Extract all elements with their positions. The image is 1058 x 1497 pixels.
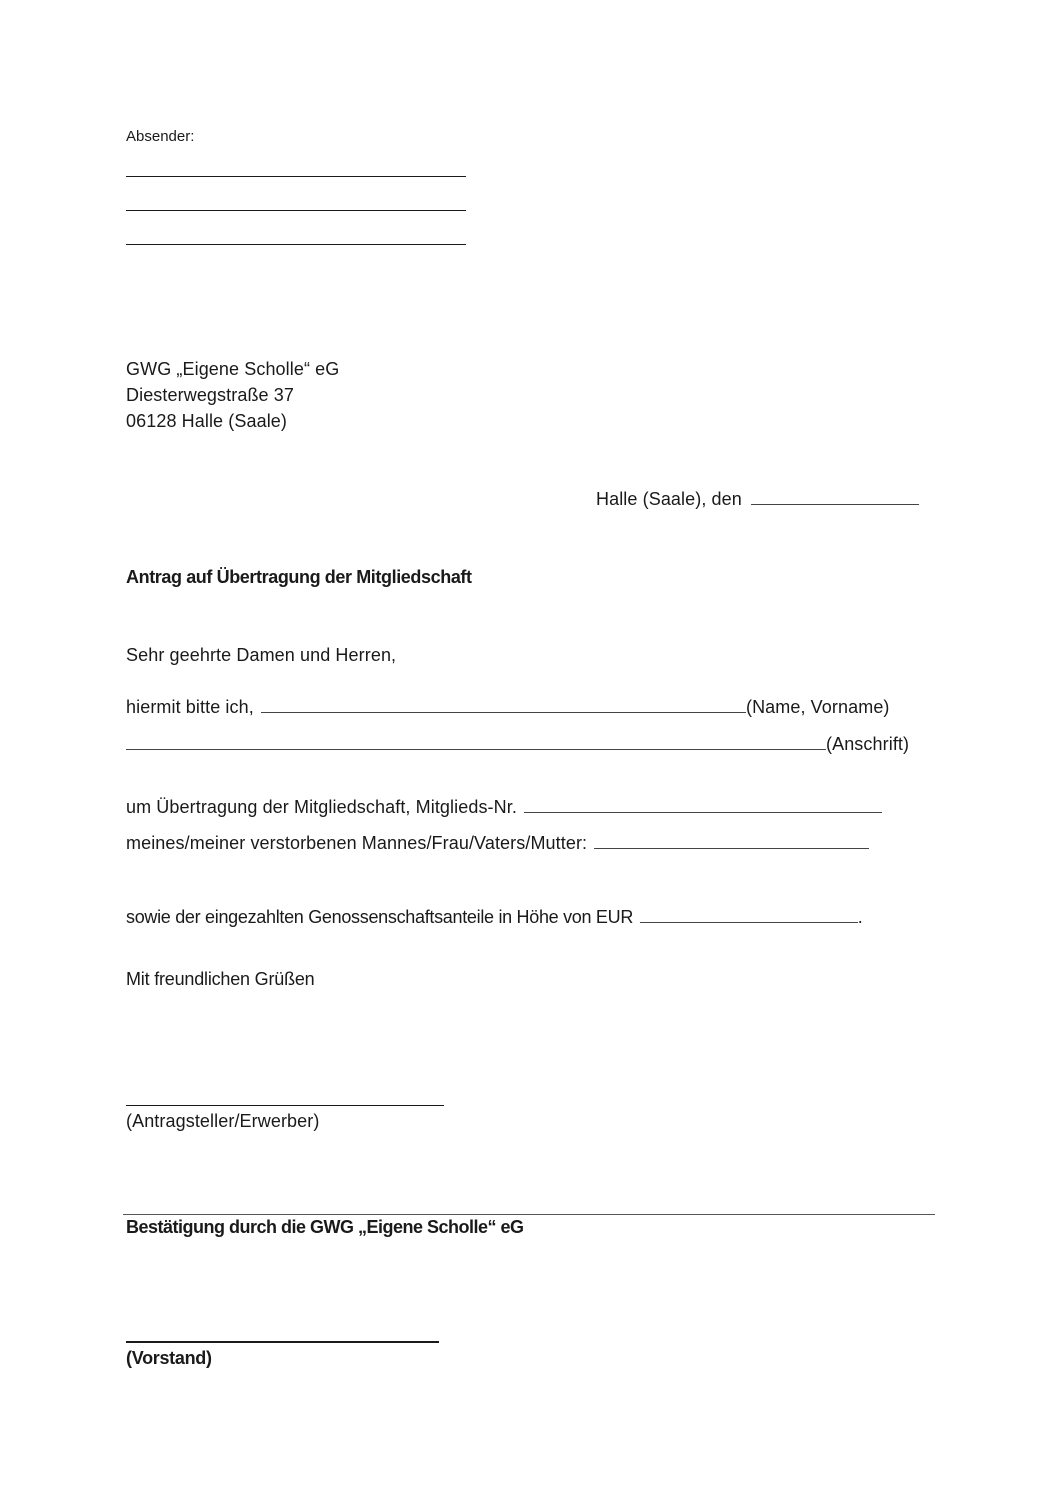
subject-heading: Antrag auf Übertragung der Mitgliedschaft [126,567,472,587]
date-prefix: Halle (Saale), den [596,489,742,509]
sender-line-1[interactable] [126,176,466,177]
date-field[interactable] [751,489,919,505]
shares-suffix: . [857,907,863,927]
applicant-signature-label: (Antragsteller/Erwerber) [126,1111,320,1131]
address-field[interactable] [126,734,826,750]
recipient-name: GWG „Eigene Scholle“ eG [126,359,340,379]
sender-line-3[interactable] [126,244,466,245]
deceased-field[interactable] [594,833,869,849]
section-divider [123,1214,935,1215]
membership-number-line [126,797,882,818]
board-signature-label: (Vorstand) [126,1348,212,1368]
membership-number-field[interactable] [524,797,882,813]
applicant-signature-line[interactable] [126,1105,444,1106]
recipient-city: 06128 Halle (Saale) [126,411,287,431]
sender-line-2[interactable] [126,210,466,211]
name-line-suffix: (Name, Vorname) [745,697,890,717]
name-field[interactable] [261,697,746,713]
address-line-suffix: (Anschrift) [826,734,910,754]
membership-number-prefix: um Übertragung der Mitgliedschaft, Mitglieds-Nr. [126,797,517,817]
board-signature-line[interactable] [126,1341,439,1343]
date-line [596,489,919,510]
address-line [126,734,909,755]
deceased-line [126,833,869,854]
deceased-prefix: meines/meiner verstorbenen Mannes/Frau/Vaters/Mutter: [126,833,588,853]
shares-prefix: sowie der eingezahlten Genossenschaftsanteile in Höhe von EUR [126,907,634,927]
closing: Mit freundlichen Grüßen [126,969,315,989]
shares-line [126,907,862,928]
confirmation-heading: Bestätigung durch die GWG „Eigene Scholle“ eG [126,1217,524,1237]
name-line [126,697,916,718]
sender-label: Absender: [126,128,195,145]
shares-amount-field[interactable] [640,907,858,923]
recipient-street: Diesterwegstraße 37 [126,385,294,405]
salutation: Sehr geehrte Damen und Herren, [126,645,397,665]
name-line-prefix: hiermit bitte ich, [126,697,254,717]
